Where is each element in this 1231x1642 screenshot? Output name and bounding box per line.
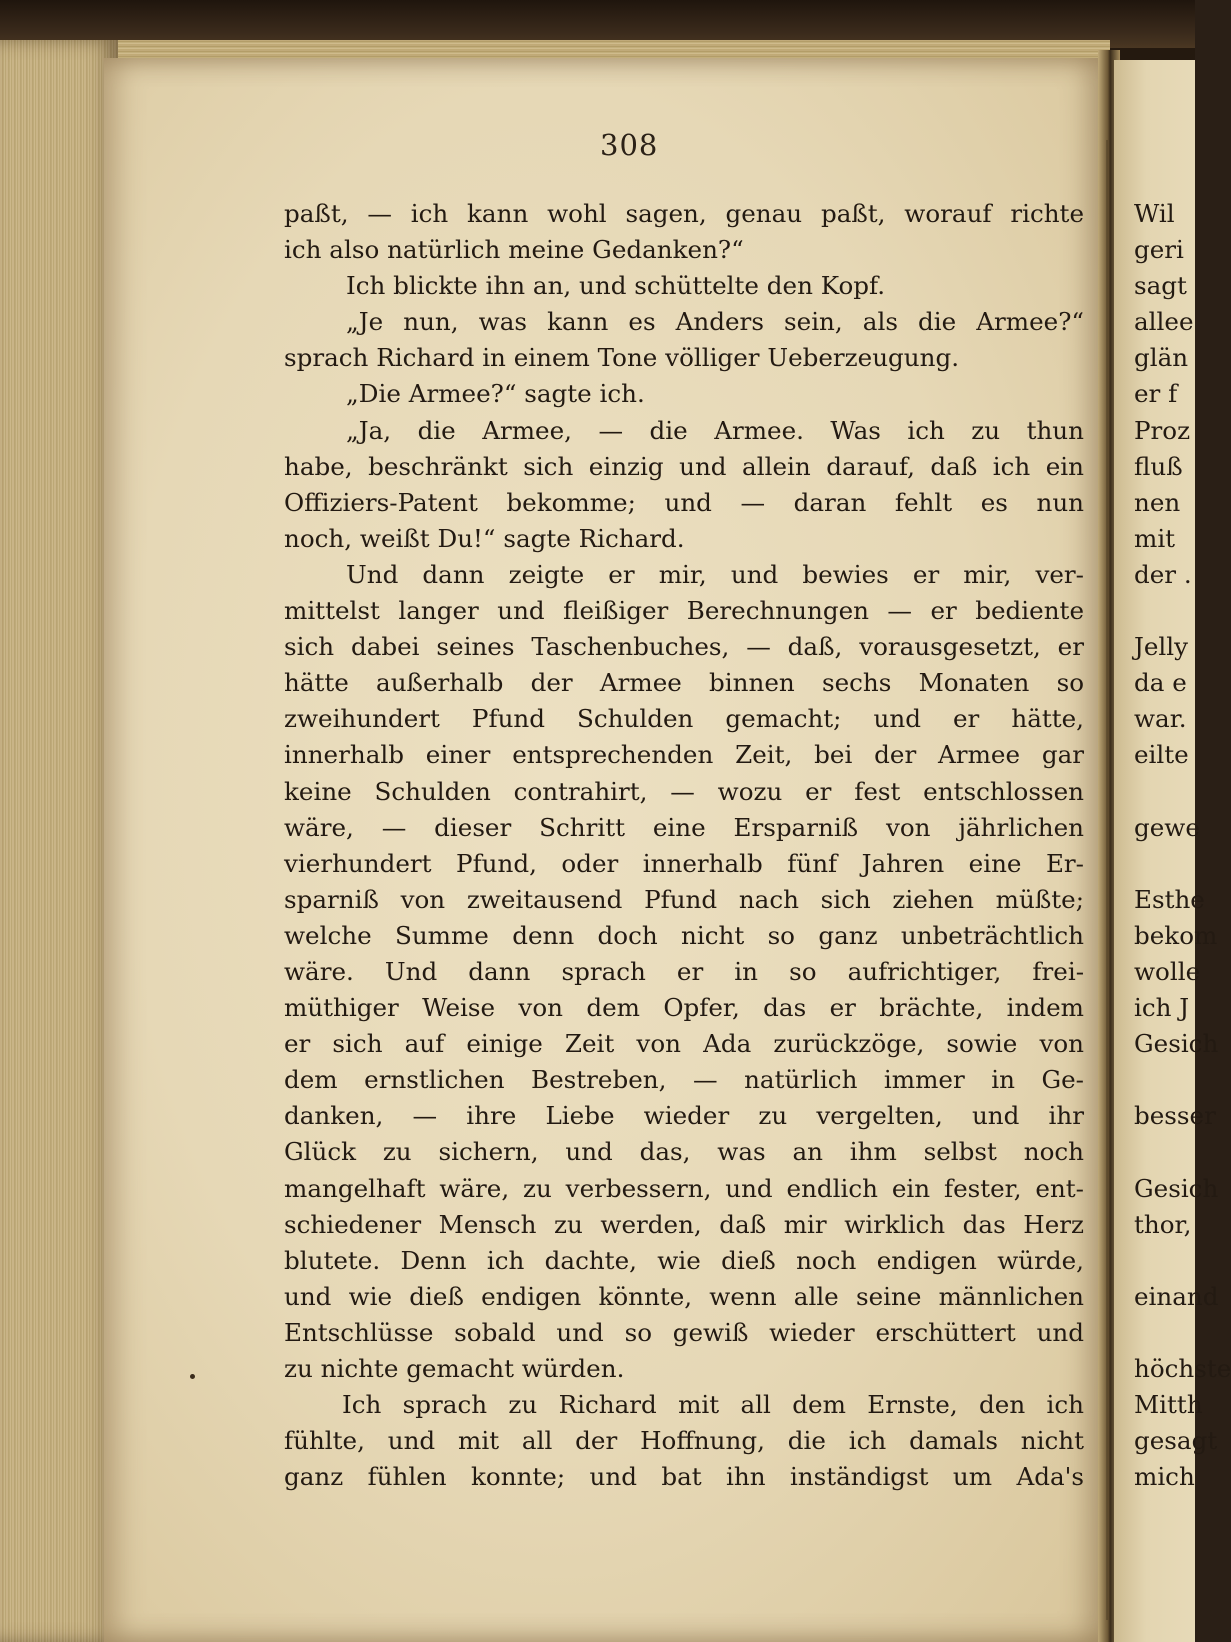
text-line: mittelst langer und fleißiger Berechnungen — er bediente	[284, 596, 1084, 626]
text-line: Entschlüsse sobald und so gewiß wieder erschüttert und	[284, 1317, 1084, 1347]
next-page-line: thor,	[1134, 1209, 1192, 1239]
text-line: blutete. Denn ich dachte, wie dieß noch endigen würde,	[284, 1245, 1084, 1275]
next-page-line: Wil	[1134, 199, 1175, 228]
text-line: zu nichte gemacht würden.	[284, 1354, 625, 1383]
next-page-line: geri	[1134, 235, 1184, 265]
next-page-line: besser	[1134, 1101, 1216, 1131]
next-page-line: allee	[1134, 307, 1194, 337]
next-page-line: war.	[1134, 704, 1187, 734]
next-page-line: Mitth	[1134, 1390, 1203, 1420]
next-page-line: nen	[1134, 487, 1181, 517]
text-line: welche Summe denn doch nicht so ganz unbeträchtlich	[284, 920, 1084, 950]
next-page-line	[1134, 846, 1204, 882]
text-line: danken, — ihre Liebe wieder zu vergelten, und ihr	[284, 1101, 1084, 1131]
next-page-line: er f	[1134, 379, 1178, 409]
text-line: er sich auf einige Zeit von Ada zurückzöge, sowie von	[284, 1029, 1084, 1059]
next-page-line	[1134, 1315, 1204, 1351]
text-line: „Die Armee?“ sagte ich.	[346, 379, 645, 409]
text-line: keine Schulden contrahirt, — wozu er fest entschlossen	[284, 776, 1084, 806]
next-page-line	[1134, 774, 1204, 810]
next-page-line: glän	[1134, 343, 1189, 373]
next-page-line: Esthe	[1134, 884, 1205, 914]
text-line: Glück zu sichern, und das, was an ihm selbst noch	[284, 1137, 1084, 1167]
text-line: Ich sprach zu Richard mit all dem Ernste, den ich	[342, 1390, 1084, 1420]
page-block-side-edge	[0, 40, 118, 1642]
text-line: schiedener Mensch zu werden, daß mir wirklich das Herz	[284, 1209, 1084, 1239]
next-page-line: da e	[1134, 668, 1187, 698]
text-line: „Ja, die Armee, — die Armee. Was ich zu thun	[346, 415, 1084, 445]
next-page-line: eilte	[1134, 740, 1189, 770]
text-line: paßt, — ich kann wohl sagen, genau paßt, worauf richte	[284, 199, 1084, 228]
next-page-line: Gesich	[1134, 1173, 1219, 1203]
text-line: mangelhaft wäre, zu verbessern, und endlich ein fester, ent-	[284, 1173, 1084, 1203]
text-line: wäre, — dieser Schritt eine Ersparniß von jährlichen	[284, 812, 1084, 842]
next-page-line	[1134, 593, 1204, 629]
page-number: 308	[600, 128, 659, 162]
text-line: Ich blickte ihn an, und schüttelte den Kopf.	[346, 271, 886, 301]
next-page-line: ich J	[1134, 993, 1190, 1023]
text-line: „Je nun, was kann es Anders sein, als die Armee?“	[346, 307, 1084, 337]
next-page-line: wolle	[1134, 956, 1201, 986]
text-line: ich also natürlich meine Gedanken?“	[284, 235, 744, 265]
text-line: fühlte, und mit all der Hoffnung, die ich damals nicht	[284, 1426, 1084, 1456]
next-page-line: mich	[1134, 1462, 1195, 1492]
text-line: hätte außerhalb der Armee binnen sechs Monaten so	[284, 668, 1084, 698]
next-page-line: gewe	[1134, 812, 1200, 842]
text-line: sich dabei seines Taschenbuches, — daß, vorausgesetzt, er	[284, 632, 1084, 662]
text-line: sprach Richard in einem Tone völliger Ueberzeugung.	[284, 343, 960, 373]
text-line: noch, weißt Du!“ sagte Richard.	[284, 523, 685, 553]
text-line: dem ernstlichen Bestreben, — natürlich immer in Ge-	[284, 1065, 1084, 1095]
next-page-line	[1134, 1243, 1204, 1279]
text-line: habe, beschränkt sich einzig und allein darauf, daß ich ein	[284, 451, 1084, 481]
next-page-line: der .	[1134, 559, 1192, 589]
next-page-line: höchste	[1134, 1354, 1231, 1383]
text-line: müthiger Weise von dem Opfer, das er brächte, indem	[284, 993, 1084, 1023]
next-page-line: sagt	[1134, 271, 1187, 301]
text-line: zweihundert Pfund Schulden gemacht; und er hätte,	[284, 704, 1084, 734]
next-page-text	[1134, 196, 1231, 1495]
next-page-line	[1134, 1062, 1204, 1098]
next-page-line: einand	[1134, 1281, 1219, 1311]
gutter-shadow-line	[1106, 140, 1108, 1620]
next-page-line: Gesich	[1134, 1029, 1219, 1059]
text-line: vierhundert Pfund, oder innerhalb fünf Jahren eine Er-	[284, 848, 1084, 878]
text-line: Offiziers-Patent bekomme; und — daran fehlt es nun	[284, 487, 1084, 517]
text-line: und wie dieß endigen könnte, wenn alle seine männlichen	[284, 1281, 1084, 1311]
body-text	[284, 196, 1084, 1495]
text-line: Und dann zeigte er mir, und bewies er mir, ver-	[346, 559, 1084, 589]
next-page-line	[1134, 1134, 1204, 1170]
text-line: innerhalb einer entsprechenden Zeit, bei der Armee gar	[284, 740, 1084, 770]
text-line: wäre. Und dann sprach er in so aufrichtiger, frei-	[284, 956, 1084, 986]
text-line: sparniß von zweitausend Pfund nach sich ziehen müßte;	[284, 884, 1084, 914]
next-page-line: Proz	[1134, 415, 1191, 445]
text-line: ganz fühlen konnte; und bat ihn inständigst um Ada's	[284, 1462, 1084, 1492]
next-page-line: bekom	[1134, 920, 1218, 950]
next-page-line: mit	[1134, 523, 1176, 553]
margin-dot	[190, 1374, 195, 1379]
next-page-line: Jelly	[1134, 632, 1189, 662]
next-page-line: gesagt	[1134, 1426, 1218, 1456]
next-page-line: fluß	[1134, 451, 1183, 481]
